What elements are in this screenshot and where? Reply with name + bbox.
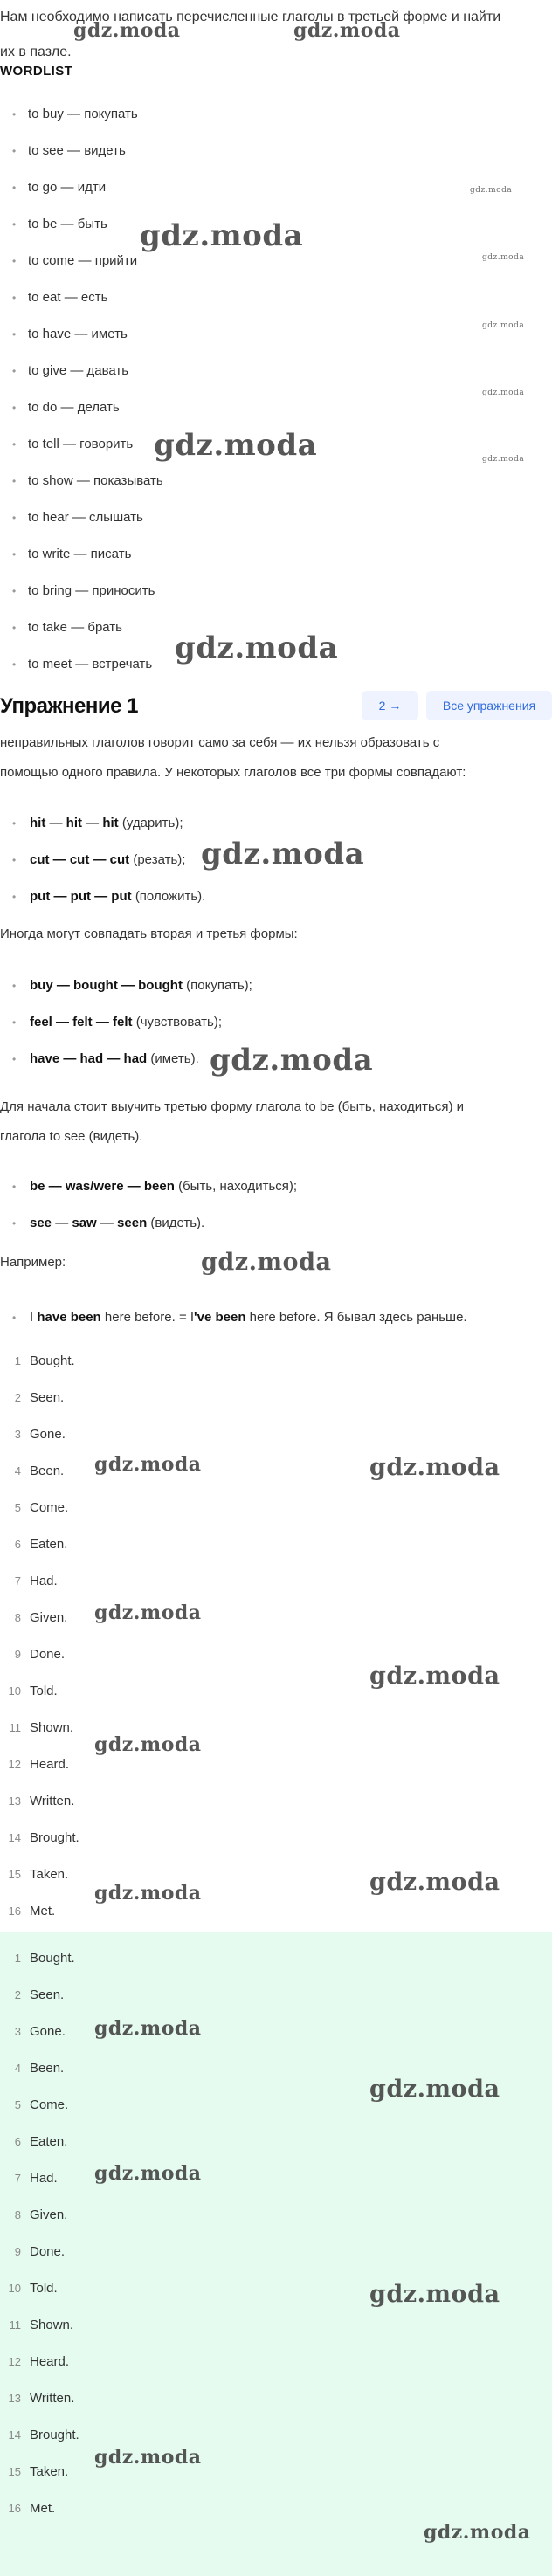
- answer-text: Bought.: [30, 1951, 75, 1966]
- answer-text: Been.: [30, 2061, 65, 2076]
- item-number: 13: [8, 1794, 21, 1808]
- answer-highlighted-item: [0, 2160, 552, 2197]
- verb-forms-item: [0, 1041, 552, 1078]
- item-number: 6: [14, 1538, 21, 1551]
- item-number: 3: [14, 2025, 21, 2038]
- wordlist-item: • to have — иметь: [0, 316, 552, 353]
- answer-text: Done.: [30, 1647, 66, 1662]
- answer-text: Seen.: [30, 1987, 65, 2002]
- verb-gloss: (чувствовать);: [135, 1015, 222, 1030]
- watermark: gdz.moda: [482, 321, 525, 330]
- wordlist-item: • to hear — слышать: [0, 499, 552, 536]
- exercise-title: Упражнение 1: [0, 694, 138, 718]
- answer-highlighted-item: [0, 2454, 552, 2490]
- item-number: 16: [8, 1904, 21, 1918]
- answer-text: Come.: [30, 1500, 69, 1515]
- answers-list: [0, 1343, 552, 1930]
- answer-item: [0, 1453, 552, 1490]
- wordlist-item: • to eat — есть: [0, 279, 552, 316]
- answer-item: [0, 1563, 552, 1600]
- answer-text: Met.: [30, 1904, 56, 1918]
- verb-forms: hit — hit — hit: [30, 816, 119, 830]
- answer-item: [0, 1893, 552, 1930]
- wordlist-item: • to give — давать: [0, 353, 552, 389]
- wordlist-item: • to do — делать: [0, 389, 552, 426]
- answer-highlighted-item: [0, 2014, 552, 2050]
- answer-item: [0, 1416, 552, 1453]
- item-number: 8: [14, 1611, 21, 1624]
- item-number: 1: [14, 1952, 21, 1965]
- watermark: gdz.moda: [369, 1663, 500, 1690]
- wordlist-title: WORDLIST: [0, 64, 73, 79]
- answer-highlighted-item: [0, 2087, 552, 2124]
- watermark: gdz.moda: [94, 1601, 202, 1624]
- item-number: 9: [14, 2245, 21, 2258]
- wordlist-item: • to come — прийти: [0, 243, 552, 279]
- verb-forms-item: [0, 878, 552, 915]
- item-number: 9: [14, 1648, 21, 1661]
- answer-item: [0, 1490, 552, 1526]
- answer-text: Brought.: [30, 2428, 79, 2442]
- watermark: gdz.moda: [175, 630, 339, 665]
- example-post: here before. Я бывал здесь раньше.: [245, 1310, 467, 1325]
- wordlist-item: • to meet — встречать: [0, 646, 552, 683]
- answer-item: [0, 1673, 552, 1710]
- example-sentence: [0, 1299, 552, 1336]
- answer-item: [0, 1636, 552, 1673]
- watermark: gdz.moda: [94, 2017, 202, 2040]
- verb-forms-item: [0, 1004, 552, 1041]
- item-number: 15: [8, 2465, 21, 2478]
- wordlist-item: • to tell — говорить: [0, 426, 552, 463]
- example-mid: here before. = I: [100, 1310, 195, 1325]
- answers-list-highlighted: [0, 1940, 552, 2527]
- item-number: 4: [14, 2062, 21, 2075]
- answer-text: Eaten.: [30, 2134, 68, 2149]
- wordlist: [0, 96, 552, 683]
- answer-text: Taken.: [30, 2464, 69, 2479]
- watermark: gdz.moda: [140, 218, 304, 253]
- item-number: 14: [8, 1831, 21, 1844]
- answer-text: Written.: [30, 1794, 75, 1808]
- answer-text: Seen.: [30, 1390, 65, 1405]
- answer-text: Given.: [30, 1610, 68, 1625]
- intro-line-2: их в пазле.: [0, 45, 72, 59]
- answer-text: Eaten.: [30, 1537, 68, 1552]
- example-bold-1: have been: [37, 1310, 101, 1325]
- example-list: [0, 1299, 552, 1336]
- item-number: 3: [14, 1428, 21, 1441]
- answer-text: Heard.: [30, 2354, 70, 2369]
- verb-forms-item: [0, 1205, 552, 1242]
- item-number: 10: [8, 1684, 21, 1698]
- watermark: gdz.moda: [94, 1453, 202, 1476]
- watermark: gdz.moda: [482, 389, 525, 397]
- answer-text: Been.: [30, 1464, 65, 1478]
- verb-forms: have — had — had: [30, 1051, 148, 1066]
- intro-text: [0, 0, 552, 70]
- answer-item: [0, 1526, 552, 1563]
- answer-item: [0, 1820, 552, 1856]
- item-number: 10: [8, 2282, 21, 2295]
- para-line: глагола to see (видеть).: [0, 1129, 143, 1144]
- watermark: gdz.moda: [482, 253, 525, 262]
- item-number: 7: [14, 1574, 21, 1588]
- item-number: 13: [8, 2392, 21, 2405]
- watermark: gdz.moda: [470, 186, 513, 195]
- answer-highlighted-item: [0, 2270, 552, 2307]
- all-exercises-button[interactable]: Все упражнения: [426, 691, 552, 720]
- item-number: 12: [8, 2355, 21, 2368]
- verb-gloss: (быть, находиться);: [178, 1179, 298, 1194]
- answer-text: Given.: [30, 2208, 68, 2222]
- verb-forms: buy — bought — bought: [30, 978, 183, 993]
- answer-highlighted-item: [0, 1940, 552, 1977]
- watermark: gdz.moda: [482, 455, 525, 464]
- answer-text: Brought.: [30, 1830, 79, 1845]
- answer-text: Bought.: [30, 1353, 75, 1368]
- verb-forms-item: [0, 968, 552, 1004]
- answer-box: [0, 1932, 552, 2576]
- answer-item: [0, 1783, 552, 1820]
- verb-gloss: (положить).: [135, 889, 206, 904]
- item-number: 14: [8, 2428, 21, 2442]
- watermark: gdz.moda: [369, 1869, 500, 1896]
- intro-line-1: Нам необходимо написать перечисленные глаголы в третьей форме и найти: [0, 10, 501, 24]
- watermark: gdz.moda: [210, 1043, 374, 1078]
- item-number: 15: [8, 1868, 21, 1881]
- verb-forms: be — was/were — been: [30, 1179, 175, 1194]
- item-number: 16: [8, 2502, 21, 2515]
- watermark: gdz.moda: [201, 837, 365, 871]
- wordlist-item: • to see — видеть: [0, 133, 552, 169]
- answer-text: Gone.: [30, 1427, 66, 1442]
- answer-text: Written.: [30, 2391, 75, 2406]
- answer-highlighted-item: [0, 2490, 552, 2527]
- item-number: 2: [14, 1391, 21, 1404]
- item-number: 5: [14, 1501, 21, 1514]
- verb-gloss: (покупать);: [186, 978, 252, 993]
- watermark: gdz.moda: [94, 2162, 202, 2185]
- watermark: gdz.moda: [154, 428, 318, 463]
- same-forms-list: [0, 805, 552, 915]
- item-number: 11: [9, 2318, 21, 2331]
- explanation-para-3: [0, 1092, 552, 1152]
- watermark: gdz.moda: [94, 1733, 202, 1756]
- verb-forms: put — put — put: [30, 889, 132, 904]
- watermark: gdz.moda: [73, 19, 181, 42]
- answer-item: [0, 1343, 552, 1380]
- answer-highlighted-item: [0, 2124, 552, 2160]
- para-line: неправильных глаголов говорит само за себя — их нельзя образовать с: [0, 735, 440, 750]
- answer-text: Done.: [30, 2244, 66, 2259]
- answer-item: [0, 1380, 552, 1416]
- answer-highlighted-item: [0, 2380, 552, 2417]
- watermark: gdz.moda: [293, 19, 401, 42]
- wordlist-item: • to be — быть: [0, 206, 552, 243]
- item-number: 7: [14, 2172, 21, 2185]
- answer-highlighted-item: [0, 2050, 552, 2087]
- answer-highlighted-item: [0, 2417, 552, 2454]
- verb-gloss: (резать);: [133, 852, 186, 867]
- verb-gloss: (ударить);: [121, 816, 183, 830]
- watermark: gdz.moda: [424, 2521, 531, 2544]
- next-page-button[interactable]: 2 →: [362, 691, 418, 720]
- watermark: gdz.moda: [369, 2281, 500, 2308]
- verb-gloss: (видеть).: [150, 1216, 205, 1230]
- answer-highlighted-item: [0, 2197, 552, 2234]
- wordlist-item: • to bring — приносить: [0, 573, 552, 610]
- verb-forms: feel — felt — felt: [30, 1015, 133, 1030]
- item-number: 6: [14, 2135, 21, 2148]
- item-number: 4: [14, 1464, 21, 1477]
- answer-highlighted-item: [0, 1977, 552, 2014]
- verb-forms-item: [0, 842, 552, 878]
- answer-item: [0, 1746, 552, 1783]
- example-label: Например:: [0, 1255, 66, 1270]
- answer-text: Heard.: [30, 1757, 70, 1772]
- watermark: gdz.moda: [94, 2446, 202, 2469]
- exercise-header: [0, 685, 552, 725]
- watermark: gdz.moda: [94, 1882, 202, 1904]
- watermark: gdz.moda: [369, 2076, 500, 2103]
- answer-item: [0, 1600, 552, 1636]
- example-bold-2: 've been: [194, 1310, 246, 1325]
- para-line: Для начала стоит выучить третью форму глагола to be (быть, находиться) и: [0, 1099, 465, 1114]
- answer-text: Shown.: [30, 2318, 74, 2332]
- para-line: помощью одного правила. У некоторых глаголов все три формы совпадают:: [0, 765, 466, 780]
- wordlist-item: • to show — показывать: [0, 463, 552, 499]
- item-number: 11: [9, 1721, 21, 1734]
- explanation-para-2: Иногда могут совпадать вторая и третья формы:: [0, 926, 298, 941]
- wordlist-item: • to buy — покупать: [0, 96, 552, 133]
- wordlist-item: • to take — брать: [0, 610, 552, 646]
- item-number: 1: [14, 1354, 21, 1367]
- answer-text: Had.: [30, 1574, 58, 1588]
- verb-gloss: (иметь).: [150, 1051, 199, 1066]
- item-number: 8: [14, 2208, 21, 2221]
- wordlist-item: • to write — писать: [0, 536, 552, 573]
- answer-text: Gone.: [30, 2024, 66, 2039]
- verb-forms-item: [0, 1168, 552, 1205]
- verb-forms: cut — cut — cut: [30, 852, 130, 867]
- item-number: 2: [14, 1988, 21, 2001]
- item-number: 12: [8, 1758, 21, 1771]
- answer-item: [0, 1710, 552, 1746]
- answer-highlighted-item: [0, 2234, 552, 2270]
- answer-text: Told.: [30, 2281, 58, 2296]
- answer-highlighted-item: [0, 2344, 552, 2380]
- watermark: gdz.moda: [201, 1249, 332, 1276]
- special-verbs-list: [0, 1168, 552, 1242]
- answer-text: Shown.: [30, 1720, 74, 1735]
- answer-text: Had.: [30, 2171, 58, 2186]
- second-third-list: [0, 968, 552, 1078]
- answer-highlighted-item: [0, 2307, 552, 2344]
- verb-forms: see — saw — seen: [30, 1216, 148, 1230]
- answer-text: Met.: [30, 2501, 56, 2516]
- answer-text: Taken.: [30, 1867, 69, 1882]
- answer-text: Told.: [30, 1684, 58, 1698]
- example-pre: I: [30, 1310, 38, 1325]
- wordlist-item: • to go — идти: [0, 169, 552, 206]
- answer-text: Come.: [30, 2097, 69, 2112]
- answer-item: [0, 1856, 552, 1893]
- verb-forms-item: [0, 805, 552, 842]
- watermark: gdz.moda: [369, 1454, 500, 1481]
- item-number: 5: [14, 2098, 21, 2111]
- explanation-para-1: [0, 728, 552, 788]
